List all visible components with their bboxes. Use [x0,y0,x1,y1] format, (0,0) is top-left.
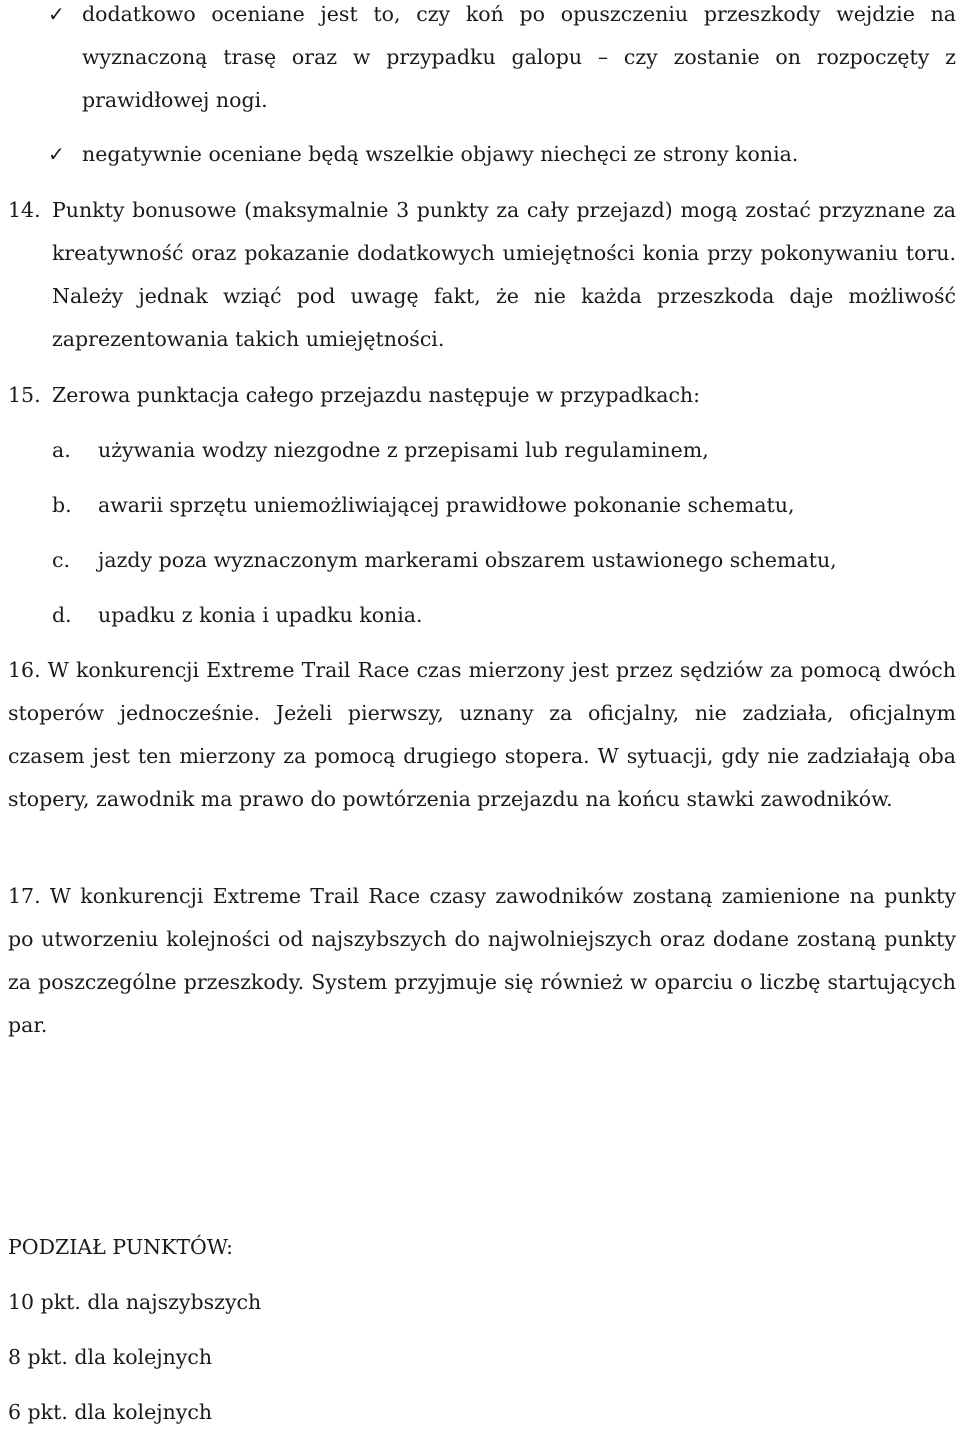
item-text: Zerowa punktacja całego przejazdu następuje w przypadkach: [52,383,701,407]
item-text: Punkty bonusowe (maksymalnie 3 punkty za cały przejazd) mogą zostać przyznane za kreatywność oraz pokazanie dodatkowych umiejętności konia przy pokonywaniu toru. Należy jednak wziąć pod uwagę fakt, że nie każda przeszkoda daje możliwość zaprezentowania takich umiejętności. [52,198,956,351]
sub-item-b [52,484,952,527]
checkmark-icon: ✓ [48,142,65,166]
sub-item-text: awarii sprzętu uniemożliwiającej prawidłowe pokonanie schematu, [98,493,795,517]
sub-item-label: a. [52,438,71,462]
check-list-item [48,0,956,122]
sub-item-c [52,539,952,582]
points-line: 10 pkt. dla najszybszych [8,1290,262,1314]
sub-item-a [52,429,952,472]
sub-item-text: upadku z konia i upadku konia. [98,603,423,627]
numbered-item-15 [8,374,956,417]
check-item-text: dodatkowo oceniane jest to, czy koń po opuszczeniu przeszkody wejdzie na wyznaczoną trasę oraz w przypadku galopu – czy zostanie on rozpoczęty z prawidłowej nogi. [82,2,956,112]
points-line: 6 pkt. dla kolejnych [8,1400,213,1424]
sub-item-label: d. [52,603,72,627]
checkmark-icon: ✓ [48,2,65,26]
item-number: 15. [8,383,41,407]
check-item-text: negatywnie oceniane będą wszelkie objawy niechęci ze strony konia. [82,142,799,166]
sub-item-label: b. [52,493,72,517]
sub-item-label: c. [52,548,70,572]
sub-item-text: jazdy poza wyznaczonym markerami obszarem ustawionego schematu, [98,548,837,572]
check-list-item [48,133,956,176]
numbered-item-14 [8,189,956,361]
sub-item-d [52,594,952,637]
numbered-item-17: 17. W konkurencji Extreme Trail Race czasy zawodników zostaną zamienione na punkty po utworzeniu kolejności od najszybszych do najwolniejszych oraz dodane zostaną punkty za poszczególne przeszkody. System przyjmuje się również w oparciu o liczbę startujących par. [8,884,956,1037]
points-line: 8 pkt. dla kolejnych [8,1345,213,1369]
numbered-item-16: 16. W konkurencji Extreme Trail Race czas mierzony jest przez sędziów za pomocą dwóch stoperów jednocześnie. Jeżeli pierwszy, uznany za oficjalny, nie zadziała, oficjalnym czasem jest ten mierzony za pomocą drugiego stopera. W sytuacji, gdy nie zadziałają oba stopery, zawodnik ma prawo do powtórzenia przejazdu na końcu stawki zawodników. [8,658,956,811]
points-heading: PODZIAŁ PUNKTÓW: [8,1235,234,1259]
sub-item-text: używania wodzy niezgodne z przepisami lub regulaminem, [98,438,709,462]
item-number: 14. [8,198,41,222]
